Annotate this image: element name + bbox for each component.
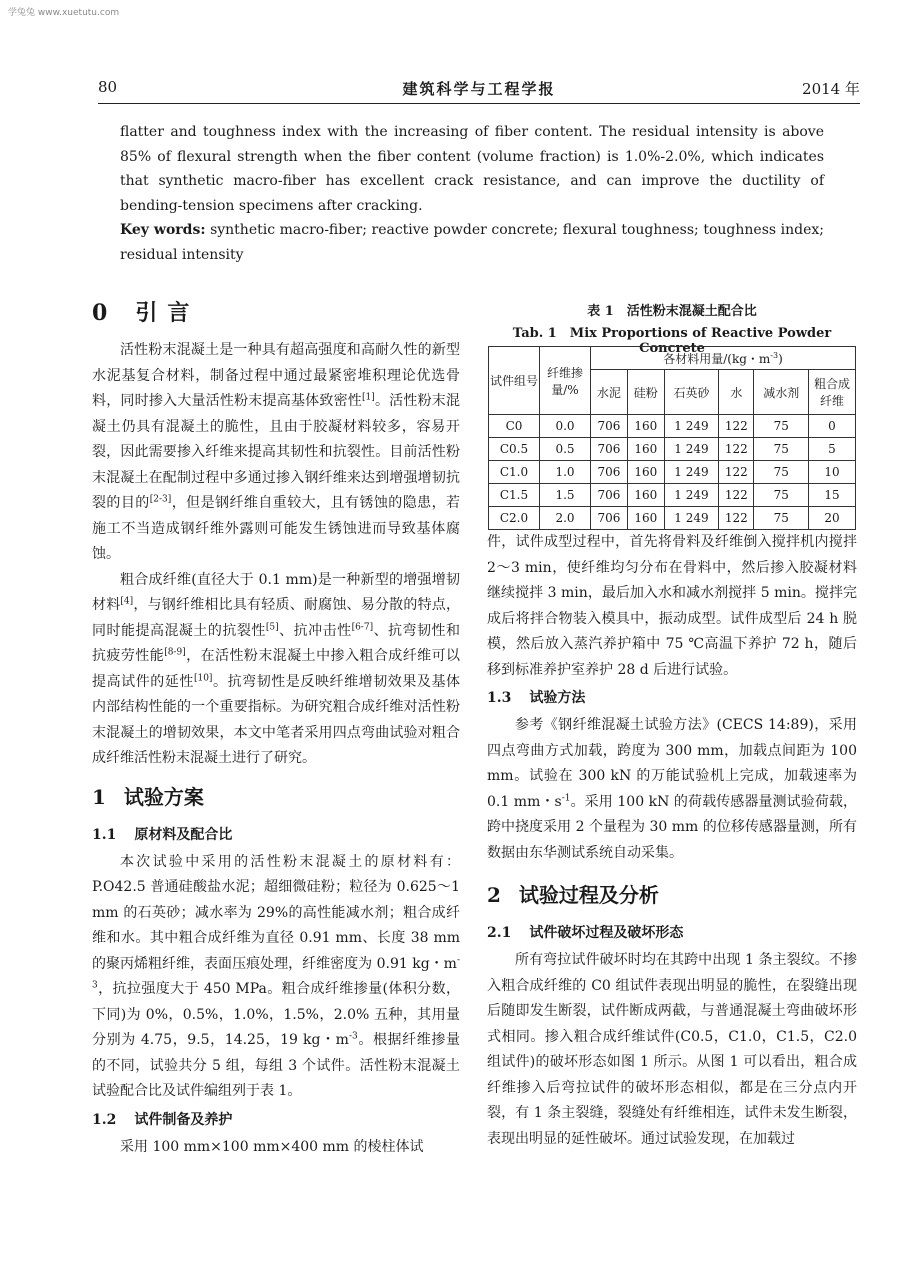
table-cell: 706: [591, 461, 628, 484]
section-title: 引言: [135, 300, 200, 326]
section-1-heading: [92, 782, 460, 812]
text-run: 参考《钢纤维混凝土试验方法》(CECS 14:89)，采用四点弯曲方式加载，跨度为 300 mm，加载点间距为 100 mm。试验在 300 kN 的万能试验机上完成，加载速率为 0.1 mm・s: [487, 717, 857, 810]
subsection-number: 1.2: [92, 1111, 117, 1128]
citation: [5]: [265, 621, 279, 632]
table-cell: C1.0: [489, 461, 540, 484]
table-caption-en: Tab. 1 Mix Proportions of Reactive Powder Concrete: [512, 326, 832, 356]
table-cell: 1 249: [664, 484, 719, 507]
table-cell: 706: [591, 438, 628, 461]
text-run: ，抗拉强度大于 450 MPa。粗合成纤维掺量(体积分数，下同)为 0%，0.5%，1.0%，1.5%，2.0% 五种，其用量分别为 4.75，9.5，14.25，19 kg・m: [92, 981, 460, 1048]
table-cell: C2.0: [489, 507, 540, 530]
text-run: ，与钢纤维相比具有轻质、耐腐蚀、易分散的特点，同时能提高混凝土的抗裂性: [92, 597, 461, 639]
watermark: 学兔兔 www.xuetutu.com: [8, 8, 120, 18]
table-cell: 1 249: [664, 438, 719, 461]
col-header-fiber: 纤维掺量/%: [540, 347, 591, 415]
text-run: 活性粉末混凝土是一种具有超高强度和高耐久性的新型水泥基复合材料，制备过程中通过最紧密堆积理论优选骨料，同时掺入大量活性粉末提高基体致密性: [92, 342, 460, 409]
col-header-usage: [591, 347, 856, 370]
text-run: 。活性粉末混凝土仍具有混凝土的脆性，且由于胶凝材料较多，容易开裂，因此需要掺入纤维来提高其韧性和抗裂性。目前活性粉末混凝土在配制过程中多通过掺入钢纤维来达到增强增韧抗裂的目的: [92, 393, 461, 511]
table-cell: 160: [627, 415, 664, 438]
text-run: 各材料用量/(kg・m: [663, 351, 771, 366]
table-cell: C1.5: [489, 484, 540, 507]
citation: [1]: [362, 392, 375, 403]
table-row: [489, 484, 856, 507]
subsection-number: 1.1: [92, 826, 117, 843]
table-cell: 10: [809, 461, 856, 484]
table-header-row: [489, 347, 856, 370]
table-cell: 20: [809, 507, 856, 530]
subsection-title: 原材料及配合比: [134, 826, 233, 843]
subsection-1-2-heading: [92, 1107, 460, 1133]
table-cell: 0.0: [540, 415, 591, 438]
journal-title: 建筑科学与工程学报: [402, 80, 556, 98]
table-cell: 75: [754, 438, 809, 461]
text-run: 。根据纤维掺量的不同，试验共分 5 组，每组 3 个试件。活性粉末混凝土试验配合比及试件编组列于表 1。: [92, 1032, 461, 1099]
table-cell: 122: [719, 438, 754, 461]
subsection-2-1-heading: [487, 920, 857, 946]
subsection-title: 试验方法: [529, 690, 586, 706]
col-header-reducer: 减水剂: [754, 370, 809, 415]
table-cell: 1.5: [540, 484, 591, 507]
subsection-number: 1.3: [487, 690, 512, 706]
col-header-group: 试件组号: [489, 347, 540, 415]
keywords-text: synthetic macro-fiber; reactive powder concrete; flexural toughness; toughness index; residual intensity: [120, 222, 824, 263]
citation: [4]: [120, 596, 134, 607]
table-cell: 75: [754, 507, 809, 530]
table-cell: 1 249: [664, 507, 719, 530]
col-header-silica: 硅粉: [627, 370, 664, 415]
citation: [2-3]: [149, 494, 172, 505]
section-title: 试验过程及分析: [518, 883, 659, 907]
table-cell: 160: [627, 484, 664, 507]
table-cell: 160: [627, 438, 664, 461]
table-cell: 75: [754, 484, 809, 507]
superscript: -1: [561, 792, 571, 803]
test-method-paragraph: [487, 713, 857, 866]
table-cell: 160: [627, 507, 664, 530]
text-run: ，但是钢纤维自重较大，且有锈蚀的隐患，若施工不当造成钢纤维外露则可能发生锈蚀进而导致基体腐蚀。: [92, 495, 461, 562]
text-run: 。采用 100 kN 的荷载传感器量测试验荷载，跨中挠度采用 2 个量程为 30 mm 的位移传感器量测，所有数据由东华测试系统自动采集。: [487, 793, 857, 861]
text-run: 本次试验中采用的活性粉末混凝土的原材料有：P.O42.5 普通硅酸盐水泥；超细微硅粉；粒径为 0.625～1 mm 的石英砂；减水率为 29%的高性能减水剂；粗合成纤维和水。其中粗合成纤维为直径 0.91 mm、长度 38 mm 的聚丙烯粗纤维，表面压痕处理，纤维密度为 0.91 kg・m: [92, 853, 460, 972]
section-number: 1: [92, 784, 106, 809]
table-cell: 1.0: [540, 461, 591, 484]
journal-year: 2014 年: [802, 80, 860, 98]
table-cell: C0: [489, 415, 540, 438]
table-row: [489, 461, 856, 484]
abstract-body: flatter and toughness index with the increasing of fiber content. The residual intensity is above 85% of flexural strength when the fiber content (volume fraction) is 1.0%-2.0%, which indicates that synthetic macro-fiber has excellent crack resistance, and can improve the ductility of bending-tension specimens after cracking.: [120, 124, 824, 214]
right-column: [487, 530, 857, 1152]
table-cell: 0: [809, 415, 856, 438]
superscript: -3: [92, 954, 460, 991]
text-run: ): [778, 351, 783, 366]
citation: [6-7]: [351, 621, 374, 632]
table-cell: 1 249: [664, 415, 719, 438]
page-number: 80: [98, 78, 118, 96]
col-header-fiber-kg: 粗合成纤维: [809, 370, 856, 415]
col-header-quartz: 石英砂: [664, 370, 719, 415]
table-cell: 706: [591, 484, 628, 507]
table-caption-cn: 表 1 活性粉末混凝土配合比: [587, 304, 757, 319]
keywords: [120, 218, 824, 267]
subsection-number: 2.1: [487, 925, 512, 941]
text-run: 、抗冲击性: [278, 622, 352, 639]
section-title: 试验方案: [123, 784, 204, 809]
table-cell: 706: [591, 415, 628, 438]
table-row: [489, 438, 856, 461]
subsection-title: 试件制备及养护: [134, 1111, 233, 1128]
table-cell: 1 249: [664, 461, 719, 484]
table-cell: 122: [719, 415, 754, 438]
intro-paragraph-2: [92, 568, 460, 772]
left-column: [92, 298, 460, 1160]
citation: [10]: [193, 672, 213, 683]
superscript: -3: [770, 350, 779, 360]
intro-paragraph-1: [92, 338, 460, 568]
table-cell: 160: [627, 461, 664, 484]
table-row: [489, 507, 856, 530]
text-run: ，在活性粉末混凝土中掺入粗合成纤维可以提高试件的延性: [92, 648, 461, 690]
section-0-heading: [92, 298, 460, 328]
table-cell: 706: [591, 507, 628, 530]
english-abstract: [120, 120, 824, 267]
superscript: -3: [348, 1031, 358, 1042]
text-run: 。抗弯韧性是反映纤维增韧效果及基体内部结构性能的一个重要指标。为研究粗合成纤维对活性粉末混凝土的增韧效果，本文中笔者采用四点弯曲试验对粗合成纤维活性粉末混凝土进行了研究。: [92, 673, 461, 766]
table-row: [489, 415, 856, 438]
table-cell: 75: [754, 415, 809, 438]
table-cell: 0.5: [540, 438, 591, 461]
section-number: 2: [487, 883, 501, 907]
specimen-paragraph-continued: 件，试件成型过程中，首先将骨料及纤维倒入搅拌机内搅拌 2～3 min，使纤维均匀分布在骨料中，然后掺入胶凝材料继续搅拌 3 min，最后加入水和减水剂搅拌 5 min。搅拌完成后将拌合物装入模具中，振动成型。试件成型后 24 h 脱模，然后放入蒸汽养护箱中 75 ℃高温下养护 72 h，随后移到标准养护室养护 28 d 后进行试验。: [487, 534, 857, 678]
table-cell: 2.0: [540, 507, 591, 530]
section-number: 0: [92, 300, 118, 326]
running-header: [98, 78, 860, 100]
table-cell: 122: [719, 507, 754, 530]
subsection-title: 试件破坏过程及破坏形态: [529, 925, 684, 941]
table-cell: 122: [719, 484, 754, 507]
table-cell: 15: [809, 484, 856, 507]
keywords-label: Key words:: [120, 222, 206, 238]
text-run: 、抗弯韧性和抗疲劳性能: [92, 622, 461, 664]
failure-mode-paragraph: 所有弯拉试件破坏时均在其跨中出现 1 条主裂纹。不掺入粗合成纤维的 C0 组试件表现出明显的脆性，在裂缝出现后随即发生断裂，试件断成两截，与普通混凝土弯曲破坏形式相同。掺入粗合成纤维试件(C0.5，C1.0，C1.5，C2.0 组试件)的破坏形态如图 1 所示。从图 1 可以看出，粗合成纤维掺入后弯拉试件的破坏形态相似，都是在三分点内开裂，有 1 条主裂缝，裂缝处有纤维相连，试件未发生断裂，表现出明显的延性破坏。通过试验发现，在加载过: [487, 952, 857, 1147]
citation: [8-9]: [164, 647, 186, 658]
materials-paragraph: [92, 850, 460, 1105]
text-run: 粗合成纤维(直径大于 0.1 mm)是一种新型的增强增韧材料: [92, 571, 460, 613]
table-cell: 122: [719, 461, 754, 484]
col-header-water: 水: [719, 370, 754, 415]
header-rule: [98, 103, 860, 104]
col-header-cement: 水泥: [591, 370, 628, 415]
mix-proportion-table: [488, 346, 856, 530]
table-cell: C0.5: [489, 438, 540, 461]
section-2-heading: [487, 880, 857, 910]
specimen-paragraph-start: 采用 100 mm×100 mm×400 mm 的棱柱体试: [120, 1138, 424, 1155]
subsection-1-1-heading: [92, 822, 460, 848]
subsection-1-3-heading: [487, 685, 857, 711]
table-cell: 5: [809, 438, 856, 461]
table-cell: 75: [754, 461, 809, 484]
